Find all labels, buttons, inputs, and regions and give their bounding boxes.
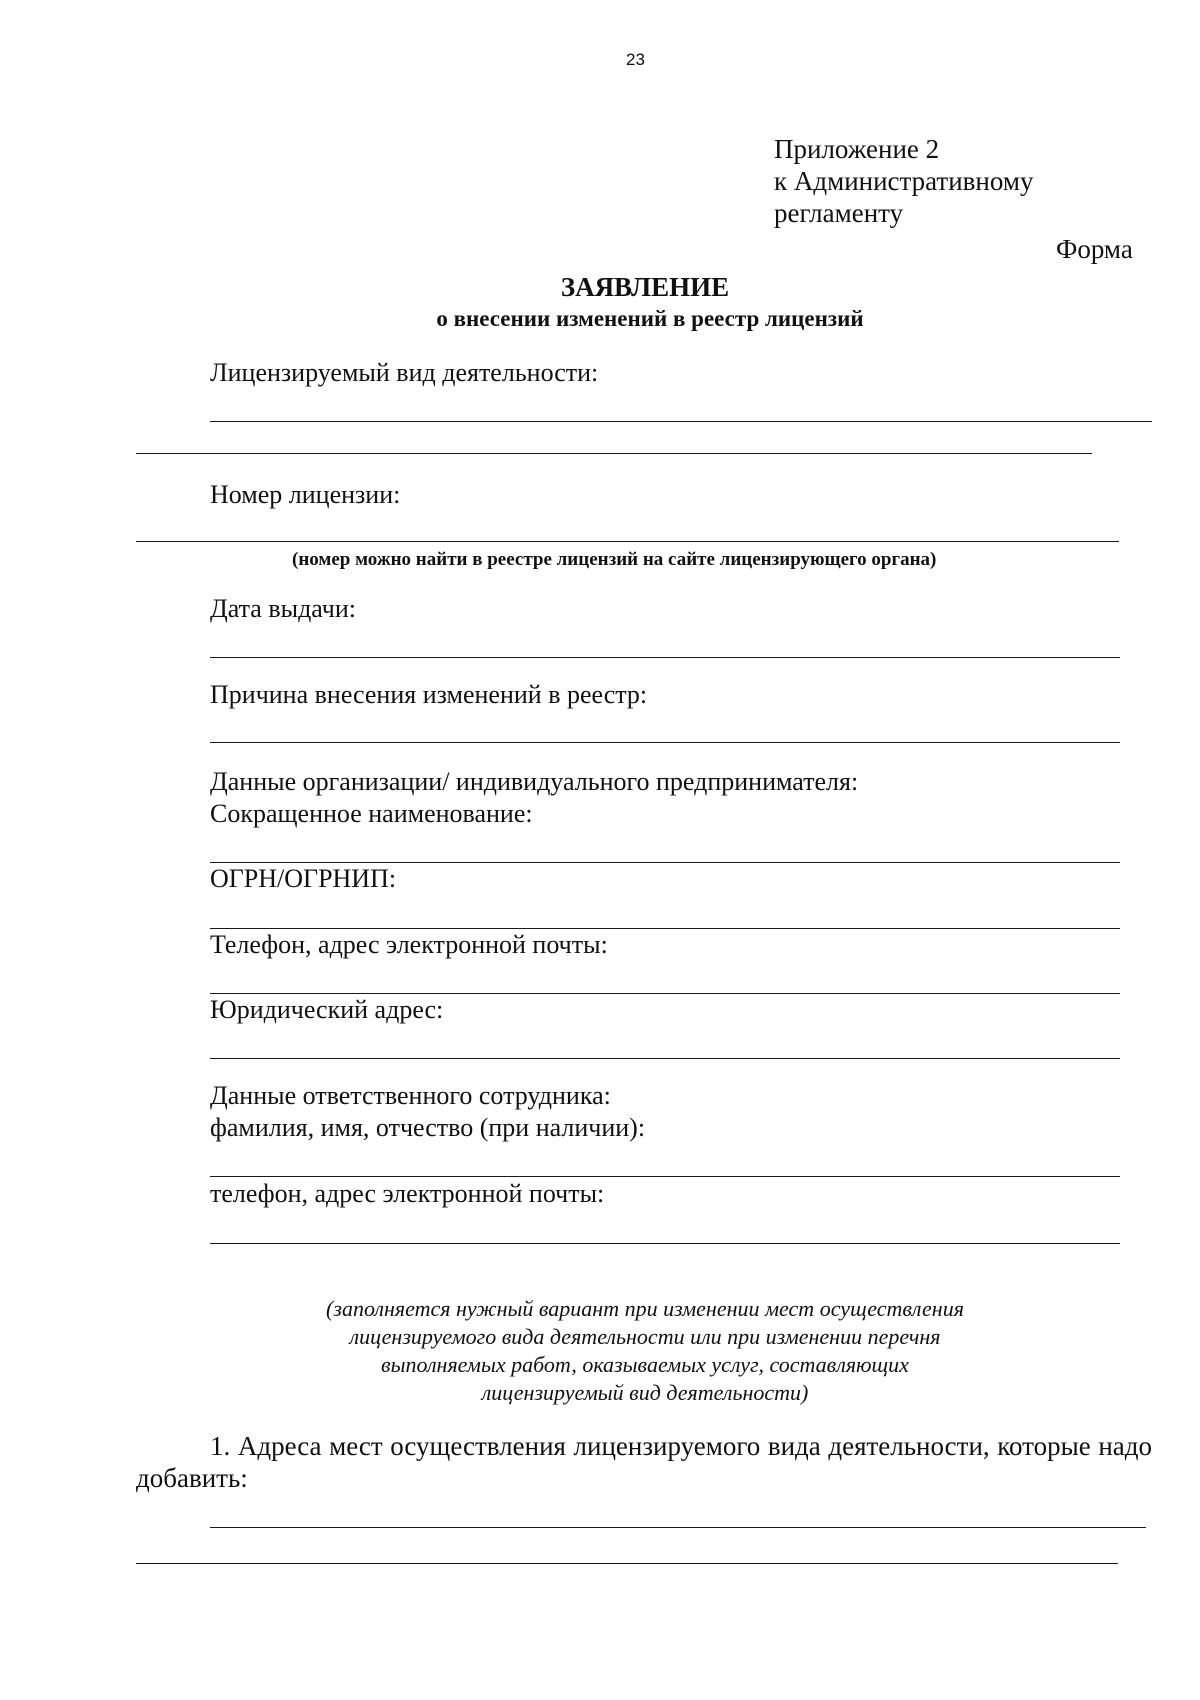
item-1-text: 1. Адреса мест осуществления лицензируемого вида деятельности, которые надо добавить: — [136, 1431, 1152, 1493]
activity-label: Лицензируемый вид деятельности: — [210, 358, 599, 387]
appendix-line-2: к Административному — [774, 166, 1034, 196]
note-line-1: (заполняется нужный вариант при изменении мест осуществления — [326, 1296, 964, 1321]
item-1-line-1[interactable] — [210, 1527, 1146, 1528]
activity-line-2[interactable] — [136, 453, 1092, 454]
item-1-line-2[interactable] — [136, 1563, 1118, 1564]
issue-date-label: Дата выдачи: — [210, 594, 357, 623]
phone-email-line[interactable] — [210, 993, 1120, 994]
ogrn-label: ОГРН/ОГРНИП: — [210, 864, 397, 893]
resp-phone-email-label: телефон, адрес электронной почты: — [210, 1179, 605, 1208]
document-subtitle: о внесении изменений в реестр лицензий — [436, 306, 864, 331]
legal-address-line[interactable] — [210, 1058, 1120, 1059]
note-line-4: лицензируемый вид деятельности) — [481, 1380, 809, 1405]
short-name-line[interactable] — [210, 862, 1120, 863]
note-line-2: лицензируемого вида деятельности или при изменении перечня — [349, 1324, 941, 1349]
license-number-hint: (номер можно найти в реестре лицензий на сайте лицензирующего органа) — [292, 549, 937, 570]
form-label: Форма — [1056, 234, 1133, 264]
page-number: 23 — [626, 50, 645, 69]
full-name-line[interactable] — [210, 1176, 1120, 1177]
ogrn-line[interactable] — [210, 928, 1120, 929]
appendix-line-1: Приложение 2 — [774, 134, 940, 164]
legal-address-label: Юридический адрес: — [210, 995, 444, 1024]
instruction-note — [0, 1295, 1200, 1407]
phone-email-label: Телефон, адрес электронной почты: — [210, 930, 608, 959]
issue-date-line[interactable] — [210, 657, 1120, 658]
license-number-line[interactable] — [136, 541, 1119, 542]
license-number-label: Номер лицензии: — [210, 480, 401, 509]
document-title: ЗАЯВЛЕНИЕ — [560, 272, 730, 302]
reason-label: Причина внесения изменений в реестр: — [210, 680, 648, 709]
appendix-line-3: регламенту — [774, 198, 904, 228]
responsible-label: Данные ответственного сотрудника: — [210, 1081, 611, 1110]
org-data-label: Данные организации/ индивидуального предпринимателя: — [210, 767, 859, 796]
activity-line-1[interactable] — [210, 421, 1152, 422]
note-line-3: выполняемых работ, оказываемых услуг, составляющих — [381, 1352, 909, 1377]
resp-phone-email-line[interactable] — [210, 1243, 1120, 1244]
reason-line[interactable] — [210, 742, 1120, 743]
appendix-reference — [774, 133, 1033, 229]
short-name-label: Сокращенное наименование: — [210, 799, 533, 828]
full-name-label: фамилия, имя, отчество (при наличии): — [210, 1113, 646, 1142]
